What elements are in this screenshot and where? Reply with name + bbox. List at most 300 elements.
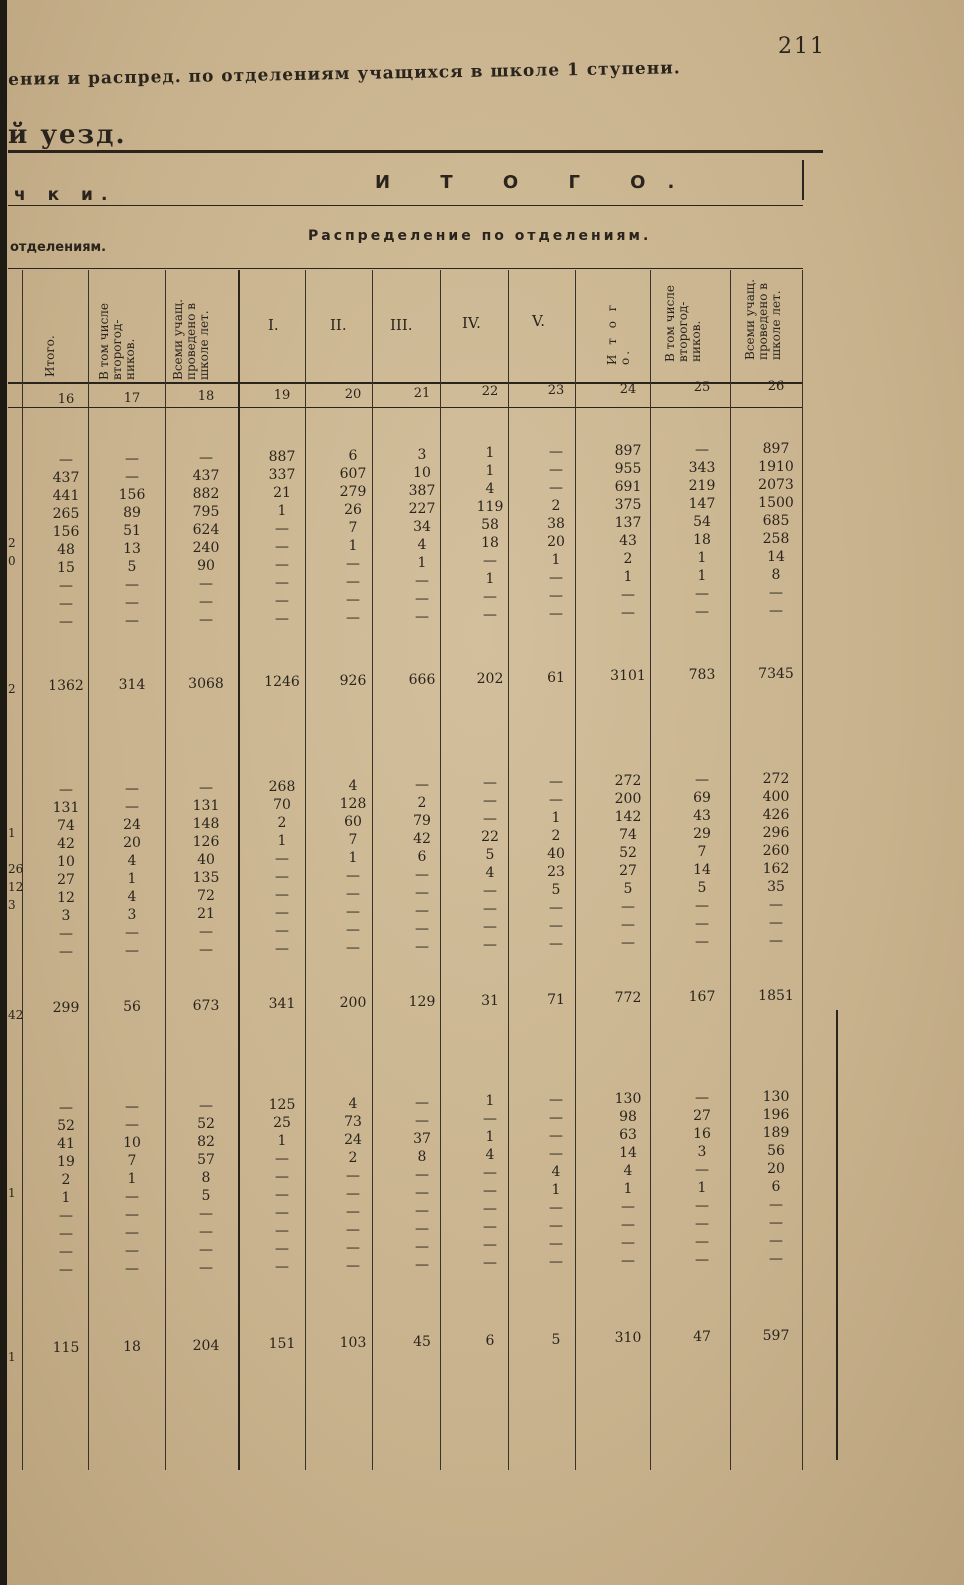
table-cell: 128 — [339, 795, 367, 812]
column-number: 20 — [344, 386, 362, 402]
section-left-header: ч к и. — [14, 185, 116, 205]
table-cell: — — [346, 939, 360, 956]
table-cell: 13 — [123, 540, 141, 557]
table-cell: 23 — [547, 864, 565, 881]
table-cell: 400 — [762, 789, 790, 805]
table-cell: 148 — [192, 815, 220, 832]
table-cell: 63 — [619, 1127, 637, 1144]
table-cell: — — [769, 1215, 783, 1231]
table-cell: — — [125, 1116, 139, 1133]
table-cell: — — [549, 1110, 563, 1127]
table-cell: 691 — [614, 479, 642, 496]
table-cell: 48 — [57, 542, 75, 558]
table-cell: 10 — [413, 464, 431, 481]
right-border — [802, 160, 804, 200]
table-cell: 37 — [413, 1130, 431, 1147]
col24-header: И т о г о. — [605, 301, 632, 365]
page-number: 211 — [778, 34, 826, 59]
table-cell: 7 — [348, 519, 358, 536]
table-cell: — — [483, 793, 497, 810]
table-cell: 90 — [197, 557, 215, 574]
table-cell: — — [346, 609, 360, 626]
table-cell: — — [695, 442, 709, 459]
column-number: 21 — [413, 385, 431, 401]
table-cell: 2 — [61, 1172, 71, 1188]
table-cell: — — [549, 570, 563, 587]
table-cell: — — [125, 798, 139, 815]
table-cell: — — [199, 1223, 213, 1240]
table-cell: 200 — [614, 791, 642, 808]
table-cell: — — [621, 917, 635, 934]
table-cell: — — [621, 1199, 635, 1216]
table-cell: — — [549, 1218, 563, 1235]
table-cell: 6 — [771, 1179, 781, 1195]
table-cell: 8 — [201, 1169, 211, 1186]
table-cell: — — [549, 1092, 563, 1109]
margin-fragment: 2 — [8, 536, 16, 550]
table-cell: 897 — [762, 441, 790, 457]
table-cell: 15 — [57, 560, 75, 576]
sub-right-header: Распределение по отделениям. — [308, 228, 652, 244]
col20-header: II. — [330, 316, 347, 334]
table-cell: — — [199, 923, 213, 940]
table-cell: — — [549, 1128, 563, 1145]
table-cell: — — [125, 942, 139, 959]
table-cell: — — [415, 1256, 429, 1273]
total-cell: 200 — [339, 995, 367, 1012]
table-cell: — — [59, 1244, 73, 1260]
table-cell: 27 — [693, 1108, 711, 1125]
table-cell: — — [346, 1257, 360, 1274]
table-cell: 119 — [476, 499, 504, 516]
table-cell: — — [549, 1146, 563, 1163]
table-cell: 1 — [417, 554, 427, 571]
table-cell: 131 — [52, 800, 80, 816]
book-spine — [0, 0, 7, 1585]
table-cell: 20 — [547, 534, 565, 551]
total-cell: 783 — [688, 667, 716, 684]
table-cell: 20 — [123, 834, 141, 851]
table-cell: 1 — [61, 1190, 71, 1206]
table-cell: 5 — [201, 1187, 211, 1204]
table-cell: 685 — [762, 513, 790, 529]
total-cell: 56 — [123, 998, 141, 1015]
table-cell: 34 — [413, 518, 431, 535]
table-cell: 79 — [413, 812, 431, 829]
table-cell: 196 — [762, 1107, 790, 1123]
table-cell: — — [346, 867, 360, 884]
table-cell: 2 — [417, 794, 427, 811]
table-cell: — — [415, 902, 429, 919]
table-cell: — — [199, 1205, 213, 1222]
table-cell: — — [769, 1197, 783, 1213]
table-cell: — — [275, 610, 289, 627]
table-cell: 272 — [762, 771, 790, 787]
table-cell: — — [275, 940, 289, 957]
total-cell: 772 — [614, 990, 642, 1007]
table-cell: 58 — [481, 517, 499, 534]
table-cell: 1 — [623, 569, 633, 586]
table-cell: 130 — [614, 1091, 642, 1108]
table-cell: — — [199, 1241, 213, 1258]
table-cell: — — [695, 1234, 709, 1251]
table-cell: 3 — [61, 908, 71, 924]
table-cell: 272 — [614, 773, 642, 790]
table-cell: — — [275, 1240, 289, 1257]
table-cell: 10 — [123, 1134, 141, 1151]
table-cell: 18 — [693, 532, 711, 549]
table-cell: — — [415, 938, 429, 955]
table-cell: — — [695, 1216, 709, 1233]
table-cell: 437 — [52, 470, 80, 486]
table-cell: — — [621, 1253, 635, 1270]
table-cell: — — [346, 573, 360, 590]
table-cell: — — [199, 593, 213, 610]
margin-fragment-total: 1 — [8, 1350, 16, 1364]
table-cell: — — [483, 1201, 497, 1218]
table-cell: 2 — [623, 551, 633, 568]
total-cell: 1851 — [758, 988, 794, 1004]
table-cell: 131 — [192, 797, 220, 814]
col19-header: I. — [268, 316, 279, 334]
table-cell: — — [199, 1259, 213, 1276]
margin-fragment: 12 — [8, 880, 24, 894]
total-cell: 151 — [268, 1336, 296, 1353]
table-cell: — — [483, 553, 497, 570]
table-cell: 135 — [192, 869, 220, 886]
table-cell: — — [621, 587, 635, 604]
table-cell: — — [483, 901, 497, 918]
table-cell: — — [549, 918, 563, 935]
table-cell: — — [275, 904, 289, 921]
table-cell: — — [695, 586, 709, 603]
table-cell: 19 — [57, 1154, 75, 1170]
table-cell: 42 — [413, 830, 431, 847]
table-cell: — — [695, 1252, 709, 1269]
table-cell: 240 — [192, 539, 220, 556]
table-cell: — — [275, 538, 289, 555]
column-divider — [165, 270, 166, 1470]
total-cell: 204 — [192, 1337, 220, 1354]
margin-fragment-total: 42 — [8, 1008, 24, 1022]
table-cell: 35 — [767, 879, 785, 895]
table-cell: 14 — [619, 1145, 637, 1162]
table-cell: 52 — [197, 1115, 215, 1132]
table-cell: 1 — [697, 568, 707, 585]
total-cell: 926 — [339, 673, 367, 690]
table-cell: 54 — [693, 514, 711, 531]
table-cell: 3 — [417, 446, 427, 463]
table-cell: — — [275, 1258, 289, 1275]
table-cell: 52 — [57, 1118, 75, 1134]
table-cell: 147 — [688, 496, 716, 513]
column-divider — [238, 270, 240, 1470]
table-cell: — — [59, 1208, 73, 1224]
table-cell: — — [695, 1162, 709, 1179]
table-cell: 2 — [277, 814, 287, 831]
total-cell: 310 — [614, 1330, 642, 1347]
table-cell: — — [549, 936, 563, 953]
header-rule-1 — [8, 205, 803, 206]
table-cell: — — [125, 1098, 139, 1115]
table-cell: 7 — [348, 831, 358, 848]
table-cell: 4 — [623, 1163, 633, 1180]
table-cell: 130 — [762, 1089, 790, 1105]
table-cell: — — [695, 604, 709, 621]
table-cell: — — [549, 1254, 563, 1271]
table-cell: 2 — [551, 828, 561, 845]
table-cell: 437 — [192, 467, 220, 484]
table-cell: 40 — [547, 846, 565, 863]
table-cell: — — [415, 1166, 429, 1183]
table-cell: — — [549, 792, 563, 809]
table-cell: — — [199, 1097, 213, 1114]
table-cell: 10 — [57, 854, 75, 870]
table-cell: 219 — [688, 478, 716, 495]
sub-left-header: отделениям. — [10, 240, 107, 255]
col21-header: III. — [390, 316, 413, 334]
table-cell: 72 — [197, 887, 215, 904]
table-cell: — — [125, 1224, 139, 1241]
table-cell: 137 — [614, 515, 642, 532]
column-number: 19 — [273, 388, 291, 404]
table-cell: 1 — [348, 849, 358, 866]
table-cell: 1 — [485, 445, 495, 462]
table-cell: — — [483, 1165, 497, 1182]
table-cell: — — [59, 926, 73, 942]
table-cell: — — [275, 868, 289, 885]
table-cell: 1 — [485, 571, 495, 588]
table-cell: 5 — [127, 558, 137, 575]
table-cell: — — [483, 811, 497, 828]
table-cell: 1 — [485, 1093, 495, 1110]
table-cell: 38 — [547, 516, 565, 533]
table-cell: 2073 — [758, 477, 794, 493]
table-cell: 14 — [693, 862, 711, 879]
table-cell: — — [769, 897, 783, 913]
col26-header: Всеми учащ. проведено в школе лет. — [743, 279, 783, 360]
table-cell: 1500 — [758, 495, 794, 511]
total-cell: 299 — [52, 1000, 80, 1016]
table-cell: 43 — [693, 808, 711, 825]
table-cell: — — [275, 1222, 289, 1239]
table-cell: — — [59, 452, 73, 468]
table-cell: — — [621, 899, 635, 916]
total-cell: 18 — [123, 1338, 141, 1355]
table-cell: 162 — [762, 861, 790, 877]
table-cell: 1 — [697, 1180, 707, 1197]
column-number: 26 — [767, 379, 785, 394]
table-cell: 955 — [614, 461, 642, 478]
table-cell: 441 — [52, 488, 80, 504]
table-cell: 4 — [348, 777, 358, 794]
table-cell: — — [769, 1233, 783, 1249]
table-cell: 73 — [344, 1113, 362, 1130]
table-cell: 4 — [485, 865, 495, 882]
table-cell: 74 — [57, 818, 75, 834]
table-cell: 1 — [697, 550, 707, 567]
margin-fragment: 26 — [8, 862, 24, 876]
total-cell: 202 — [476, 670, 504, 687]
table-cell: — — [125, 1260, 139, 1277]
table-cell: — — [275, 886, 289, 903]
total-cell: 45 — [413, 1334, 431, 1350]
table-cell: — — [346, 885, 360, 902]
table-cell: 426 — [762, 807, 790, 823]
table-cell: 5 — [697, 880, 707, 897]
table-cell: — — [346, 921, 360, 938]
table-cell: 4 — [127, 888, 137, 905]
table-cell: — — [59, 578, 73, 594]
table-cell: 882 — [192, 485, 220, 502]
table-cell: — — [346, 1185, 360, 1202]
table-cell: — — [549, 1236, 563, 1253]
table-cell: — — [695, 916, 709, 933]
table-cell: 5 — [551, 882, 561, 899]
page-title: ения и распред. по отделениям учащихся в школе 1 ступени. — [8, 58, 681, 90]
table-cell: 5 — [485, 847, 495, 864]
table-cell: — — [483, 919, 497, 936]
table-cell: — — [199, 779, 213, 796]
table-cell: 1 — [485, 463, 495, 480]
table-cell: — — [275, 1150, 289, 1167]
table-cell: 25 — [273, 1114, 291, 1131]
table-cell: — — [346, 1203, 360, 1220]
table-cell: 24 — [123, 816, 141, 833]
table-cell: 189 — [762, 1125, 790, 1141]
table-cell: — — [549, 1200, 563, 1217]
table-cell: — — [275, 1168, 289, 1185]
table-cell: — — [275, 520, 289, 537]
table-cell: 7 — [697, 844, 707, 861]
table-cell: 74 — [619, 827, 637, 844]
col23-header: V. — [532, 312, 545, 330]
total-cell: 6 — [485, 1332, 495, 1349]
table-cell: 258 — [762, 531, 790, 547]
column-divider — [88, 270, 89, 1470]
table-cell: 21 — [273, 484, 291, 501]
table-cell: — — [415, 1238, 429, 1255]
table-cell: — — [549, 606, 563, 623]
column-divider — [650, 270, 651, 1470]
table-cell: 2 — [348, 1149, 358, 1166]
table-cell: — — [415, 866, 429, 883]
district-heading: й уезд. — [8, 120, 127, 150]
table-cell: — — [275, 574, 289, 591]
table-cell: 268 — [268, 778, 296, 795]
table-cell: 1 — [551, 1182, 561, 1199]
table-cell: 156 — [52, 524, 80, 540]
table-cell: 4 — [485, 481, 495, 498]
table-cell: — — [199, 449, 213, 466]
total-cell: 314 — [118, 676, 146, 693]
column-number: 16 — [57, 392, 75, 407]
table-cell: — — [125, 1242, 139, 1259]
table-cell: 6 — [348, 447, 358, 464]
table-cell: 3 — [697, 1144, 707, 1161]
total-cell: 3068 — [188, 675, 224, 692]
table-cell: — — [415, 608, 429, 625]
total-cell: 341 — [268, 996, 296, 1013]
table-cell: — — [346, 1167, 360, 1184]
table-cell: 22 — [481, 829, 499, 846]
table-cell: 607 — [339, 465, 367, 482]
table-cell: 42 — [57, 836, 75, 852]
table-cell: 1 — [127, 1170, 137, 1187]
table-cell: 897 — [614, 443, 642, 460]
total-cell: 1246 — [264, 674, 300, 691]
table-cell: 343 — [688, 460, 716, 477]
table-cell: — — [199, 575, 213, 592]
table-cell: — — [199, 611, 213, 628]
table-cell: 6 — [417, 848, 427, 865]
table-cell: — — [695, 772, 709, 789]
table-cell: — — [346, 555, 360, 572]
table-cell: — — [125, 468, 139, 485]
table-cell: 24 — [344, 1131, 362, 1148]
table-cell: — — [199, 941, 213, 958]
table-cell: — — [769, 585, 783, 601]
table-cell: — — [695, 1198, 709, 1215]
total-cell: 5 — [551, 1331, 561, 1348]
table-cell: — — [695, 934, 709, 951]
column-number: 22 — [481, 384, 499, 400]
table-cell: 1 — [551, 810, 561, 827]
total-cell: 597 — [762, 1328, 790, 1344]
table-cell: — — [483, 1219, 497, 1236]
table-cell: — — [621, 605, 635, 622]
table-cell: 2 — [551, 498, 561, 515]
table-cell: 126 — [192, 833, 220, 850]
table-cell: 29 — [693, 826, 711, 843]
column-number: 24 — [619, 381, 637, 397]
total-cell: 7345 — [758, 666, 794, 682]
table-cell: — — [346, 903, 360, 920]
table-cell: 18 — [481, 535, 499, 552]
right-edge-rule — [836, 1010, 838, 1460]
table-cell: 1 — [277, 832, 287, 849]
table-cell: 14 — [767, 549, 785, 565]
table-cell: — — [275, 850, 289, 867]
total-cell: 115 — [52, 1340, 80, 1356]
table-cell: 375 — [614, 497, 642, 514]
table-cell: 296 — [762, 825, 790, 841]
table-cell: — — [59, 1226, 73, 1242]
table-cell: 1 — [277, 1132, 287, 1149]
total-cell: 103 — [339, 1335, 367, 1352]
table-cell: — — [483, 1183, 497, 1200]
table-cell: 1 — [485, 1129, 495, 1146]
table-cell: 27 — [619, 863, 637, 880]
col18-header: Всеми учащ. проведено в школе лет. — [171, 299, 211, 380]
table-cell: — — [483, 1255, 497, 1272]
table-cell: 4 — [127, 852, 137, 869]
table-cell: — — [275, 556, 289, 573]
table-cell: — — [415, 1184, 429, 1201]
table-cell: — — [549, 480, 563, 497]
table-cell: 60 — [344, 813, 362, 830]
total-cell: 666 — [408, 672, 436, 688]
table-cell: 1 — [551, 552, 561, 569]
table-cell: — — [125, 576, 139, 593]
table-cell: — — [415, 776, 429, 793]
table-cell: 260 — [762, 843, 790, 859]
table-cell: — — [275, 1204, 289, 1221]
table-cell: — — [769, 603, 783, 619]
table-cell: 4 — [348, 1095, 358, 1112]
table-cell: 43 — [619, 533, 637, 550]
table-cell: 98 — [619, 1109, 637, 1126]
